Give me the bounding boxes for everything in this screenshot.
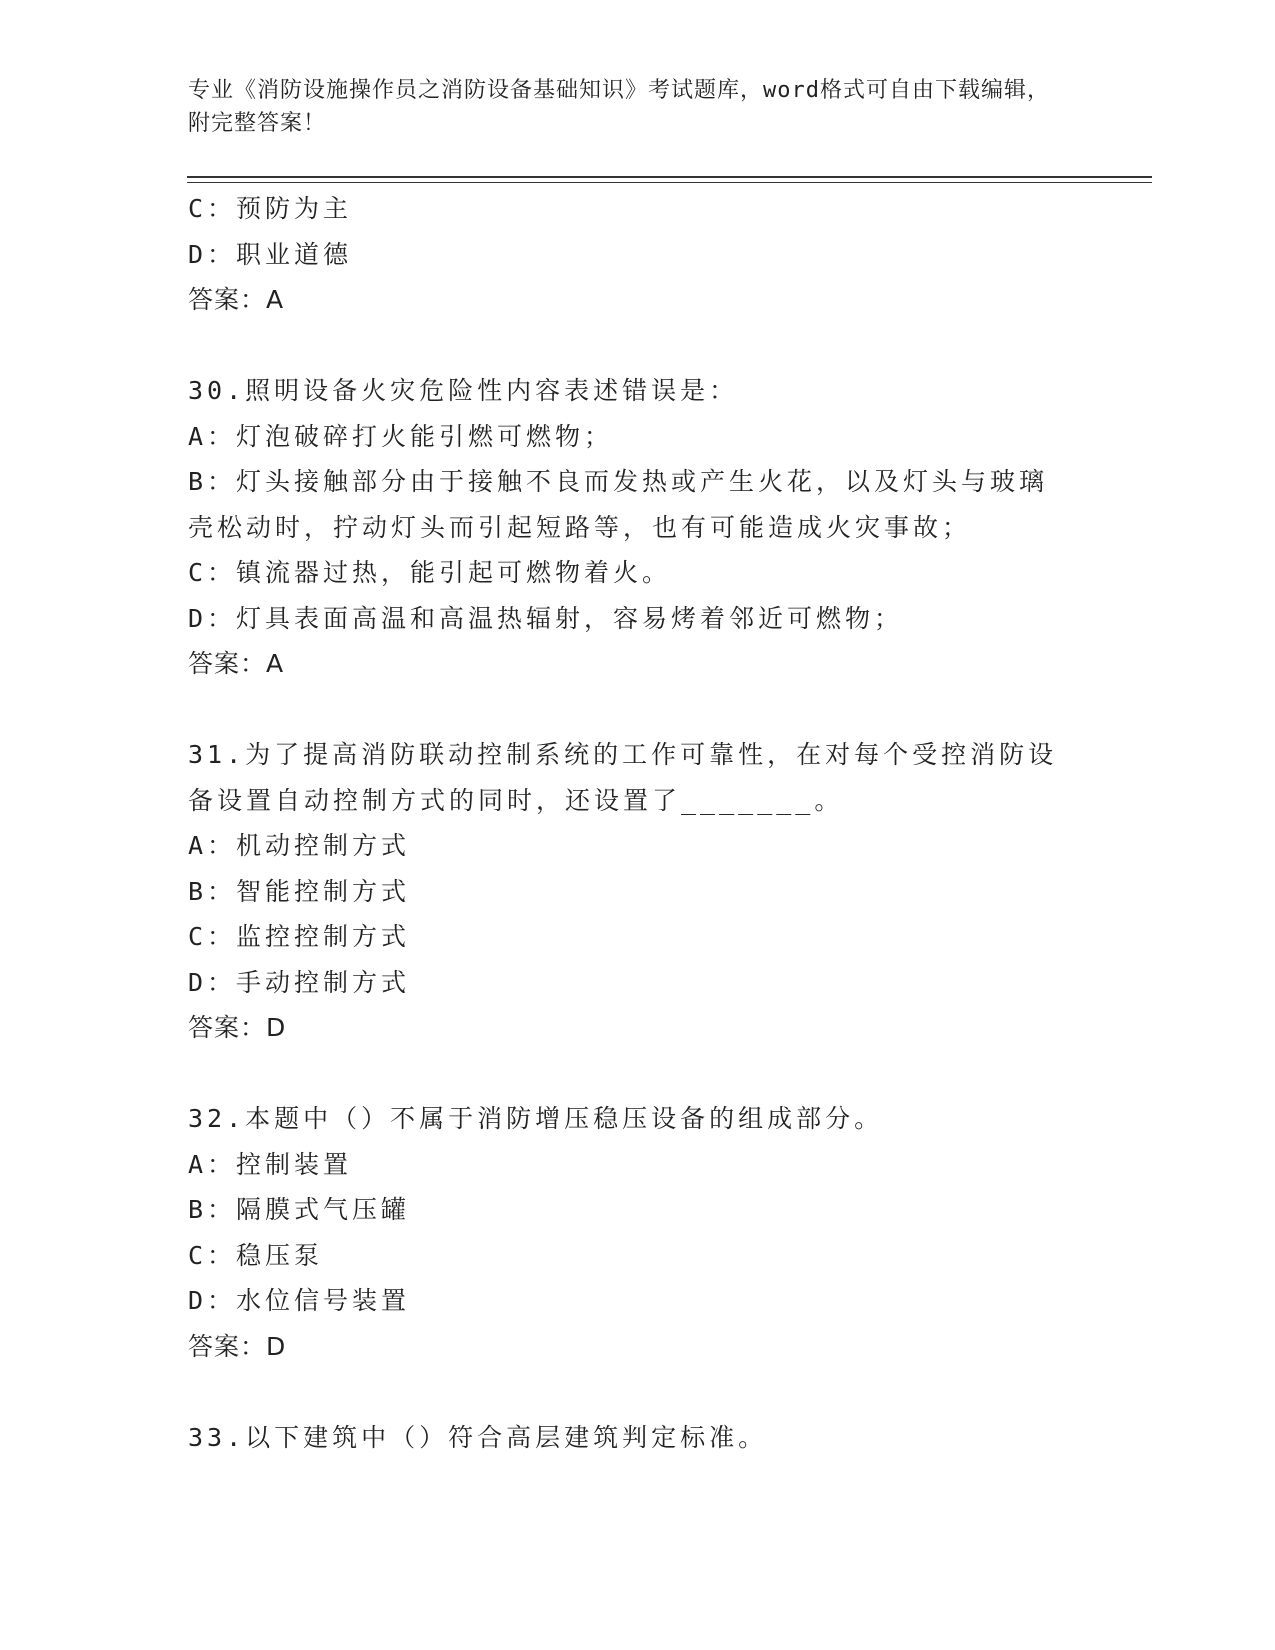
header-divider-thick [187, 176, 1152, 178]
question-stem: 32.本题中（）不属于消防增压稳压设备的组成部分。 [188, 1104, 884, 1133]
header-text: 专业《消防设施操作员之消防设备基础知识》考试题库，word格式可自由下载编辑，附完整答案！ [188, 78, 1050, 136]
answer-line: 答案：D [188, 1013, 287, 1042]
header-divider-thin [187, 182, 1152, 183]
option-a: A：灯泡破碎打火能引燃可燃物； [188, 421, 614, 451]
option-b: B：隔膜式气压罐 [188, 1195, 411, 1224]
answer-line: 答案：D [188, 1331, 287, 1361]
option-d: D：手动控制方式 [188, 967, 411, 997]
option-a: A：控制装置 [188, 1149, 353, 1179]
question-stem: 33.以下建筑中（）符合高层建筑判定标准。 [188, 1422, 768, 1452]
option-c: C：预防为主 [188, 194, 353, 223]
document-header [188, 74, 1068, 140]
option-c: C：镇流器过热，能引起可燃物着火。 [188, 558, 672, 587]
question-block-30 [188, 368, 1088, 687]
option-d: D：灯具表面高温和高温热辐射，容易烤着邻近可燃物； [188, 603, 904, 633]
question-block-31 [188, 732, 1088, 1051]
option-b: B：智能控制方式 [188, 876, 411, 906]
option-b: B：灯头接触部分由于接触不良而发热或产生火花，以及灯头与玻璃壳松动时，拧动灯头而引起短路等，也有可能造成火灾事故； [188, 467, 1049, 542]
option-d: D：水位信号装置 [188, 1286, 411, 1315]
answer-line: 答案：A [188, 285, 285, 314]
option-d: D：职业道德 [188, 239, 353, 269]
answer-line: 答案：A [188, 649, 285, 678]
option-c: C：稳压泵 [188, 1240, 324, 1270]
question-block-33 [188, 1415, 1088, 1461]
option-a: A：机动控制方式 [188, 831, 411, 860]
option-c: C：监控控制方式 [188, 922, 411, 951]
question-stem: 31.为了提高消防联动控制系统的工作可靠性，在对每个受控消防设备设置自动控制方式的同时，还设置了_______。 [188, 740, 1058, 815]
question-block-32 [188, 1096, 1088, 1369]
question-block-prev [188, 186, 1088, 323]
question-list [188, 186, 1088, 1460]
question-stem: 30.照明设备火灾危险性内容表述错误是： [188, 376, 739, 405]
